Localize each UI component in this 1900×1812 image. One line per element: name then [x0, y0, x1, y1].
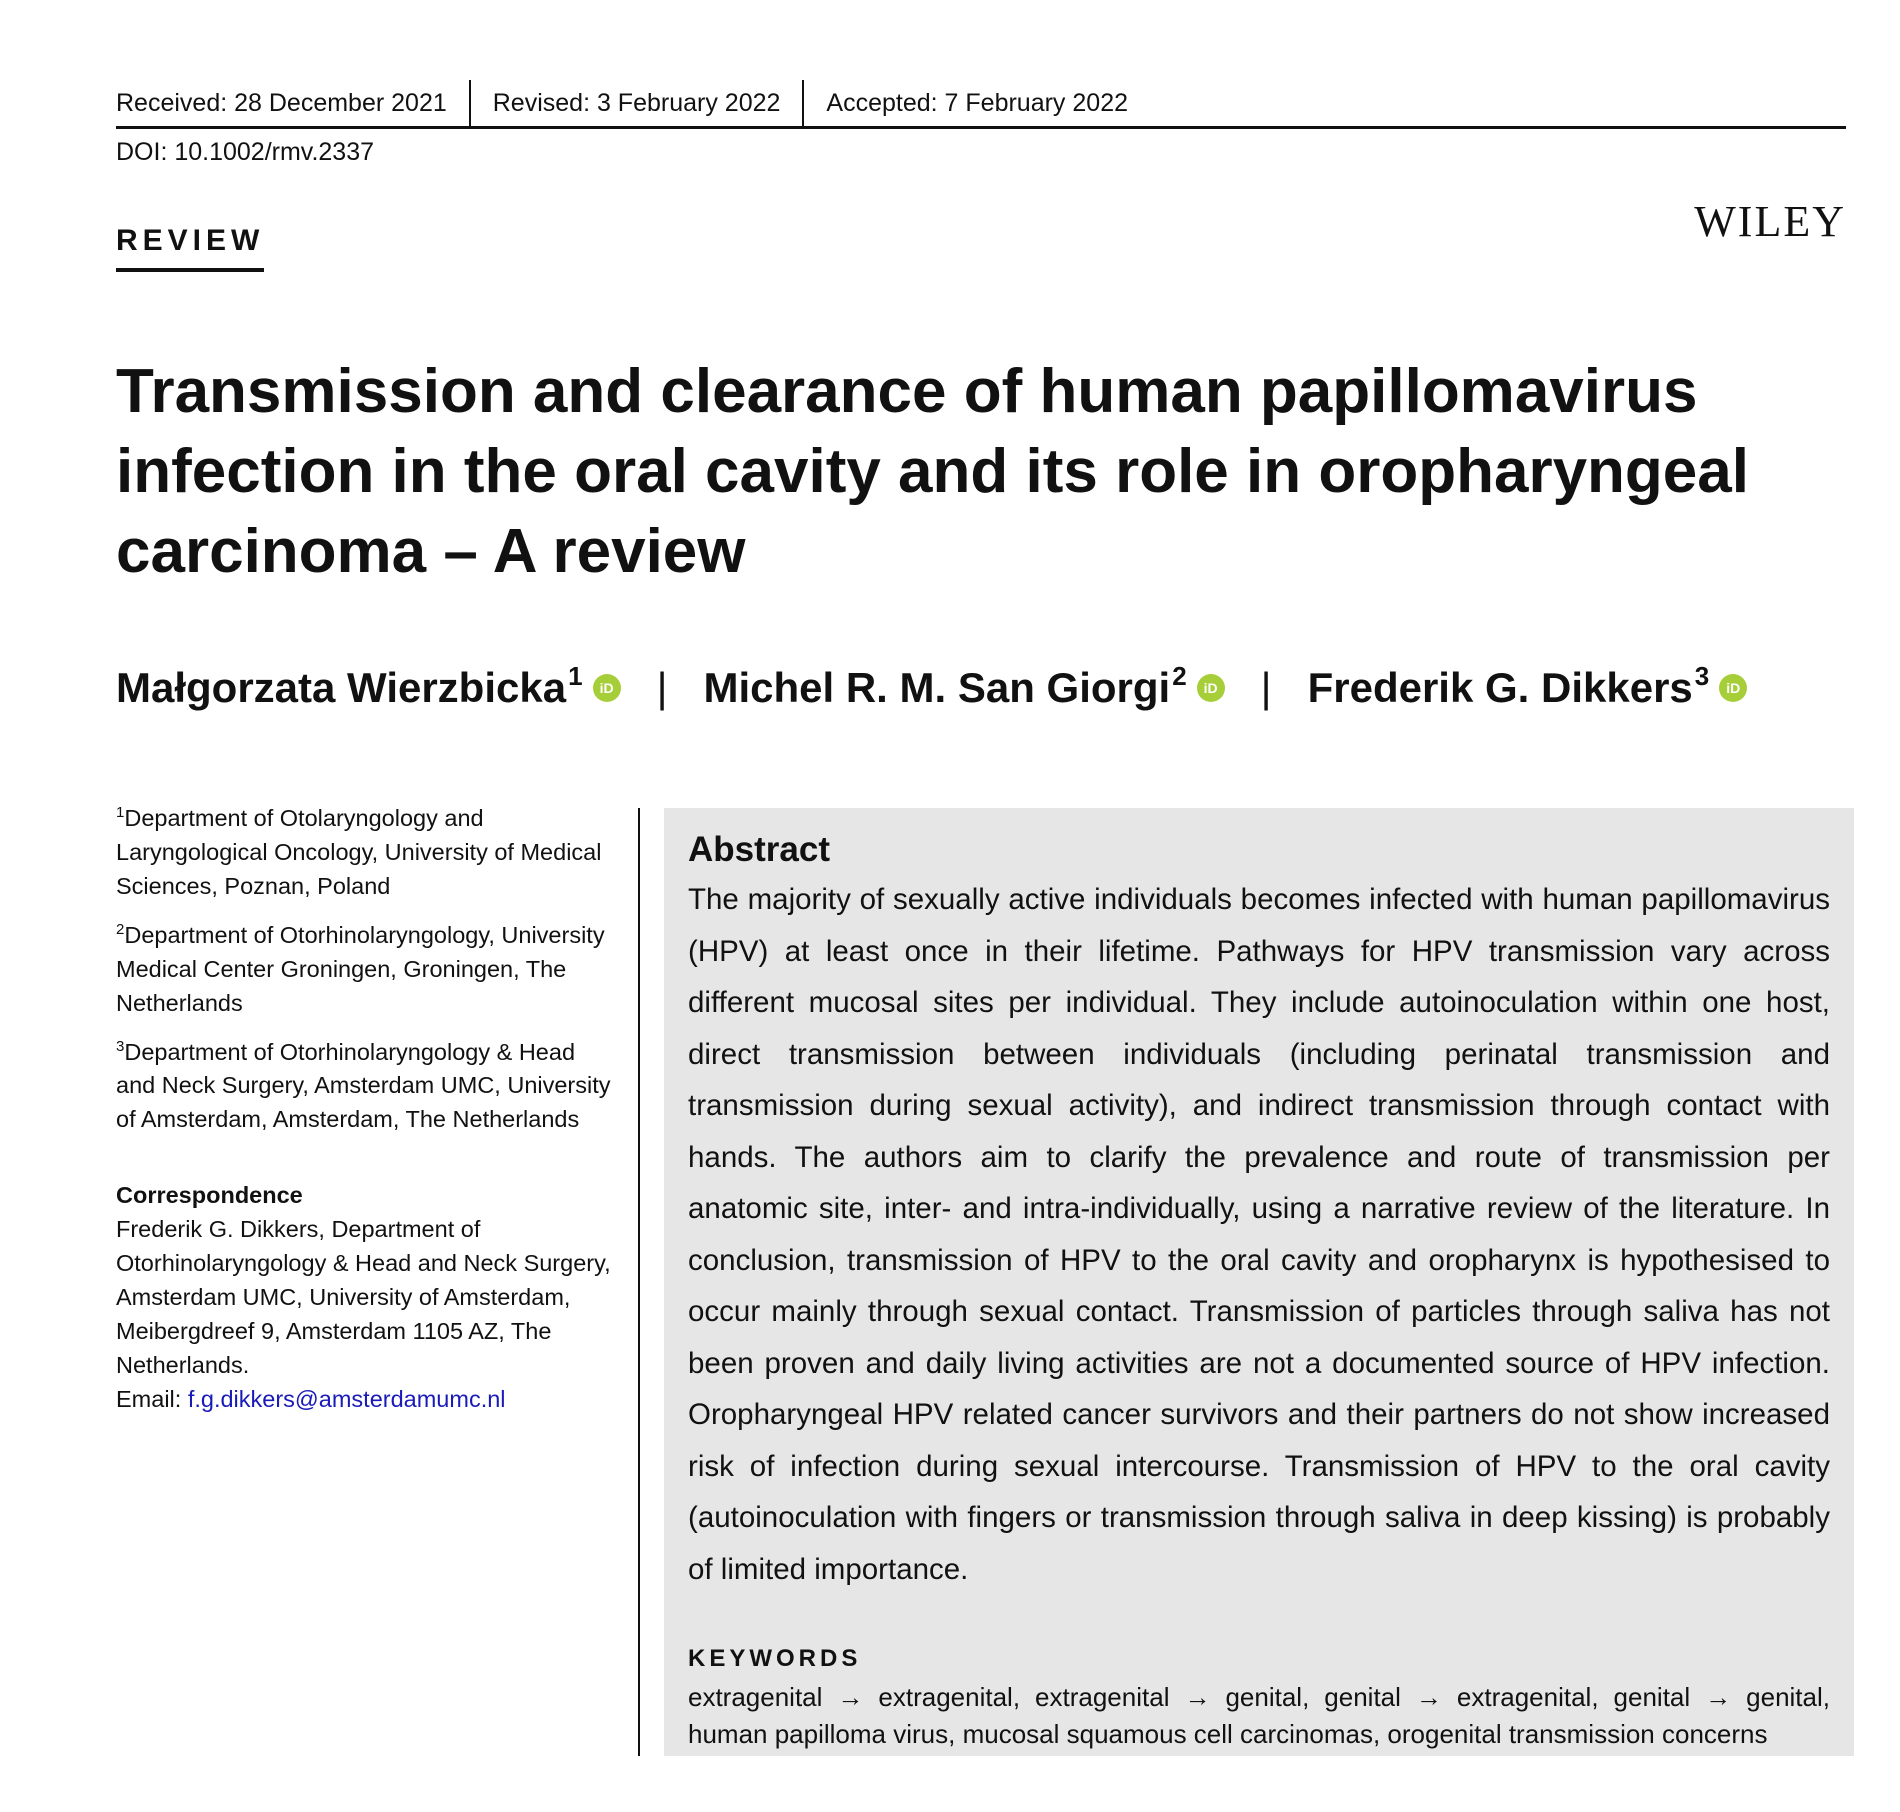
author-name: Frederik G. Dikkers	[1307, 664, 1693, 711]
correspondence-heading: Correspondence	[116, 1182, 303, 1209]
correspondence-email-line	[116, 1382, 616, 1416]
affiliations-column	[116, 796, 616, 1416]
orcid-icon[interactable]: iD	[593, 674, 621, 702]
revised-date: Revised: 3 February 2022	[492, 88, 781, 117]
author	[1307, 660, 1748, 712]
affiliation-text: Department of Otolaryngology and Laryngological Oncology, University of Medical Sciences, Poznan, Poland	[116, 804, 602, 899]
doi: DOI: 10.1002/rmv.2337	[116, 138, 375, 166]
affiliation	[116, 913, 616, 1020]
affiliation-number: 3	[116, 1037, 125, 1055]
author-affil-number: 3	[1694, 660, 1710, 691]
affiliation-number: 2	[116, 920, 125, 938]
publisher-logo: WILEY	[1694, 197, 1846, 246]
accepted-date: Accepted: 7 February 2022	[826, 88, 1128, 117]
keywords-heading: KEYWORDS	[688, 1645, 862, 1672]
orcid-icon[interactable]: iD	[1197, 674, 1225, 702]
author-name: Małgorzata Wierzbicka	[116, 664, 567, 711]
author-separator: |	[1260, 664, 1272, 711]
author	[116, 660, 621, 712]
affiliation-text: Department of Otorhinolaryngology & Head and Neck Surgery, Amsterdam UMC, University of Amsterdam, Amsterdam, The Netherlands	[116, 1038, 611, 1133]
orcid-icon[interactable]: iD	[1719, 674, 1747, 702]
correspondence-text: Frederik G. Dikkers, Department of Otorhinolaryngology & Head and Neck Surgery, Amsterdam UMC, University of Amsterdam, Meibergdreef 9, Amsterdam 1105 AZ, The Netherlands.	[116, 1216, 611, 1379]
email-label: Email:	[116, 1386, 182, 1413]
abstract-box	[664, 808, 1854, 1756]
affiliation	[116, 1030, 616, 1137]
author	[703, 660, 1224, 712]
author-separator: |	[656, 664, 668, 711]
author-affil-number: 2	[1172, 660, 1187, 691]
author-list	[116, 660, 1856, 712]
affiliation	[116, 796, 616, 903]
email-link[interactable]: f.g.dikkers@amsterdamumc.nl	[187, 1386, 506, 1413]
article-title: Transmission and clearance of human papillomavirus infection in the oral cavity and its role in oropharyngeal carcinoma – A review	[116, 357, 1749, 586]
received-date: Received: 28 December 2021	[116, 88, 447, 117]
author-affil-number: 1	[568, 660, 583, 691]
abstract-text: The majority of sexually active individuals becomes infected with human papillomavirus (HPV) at least once in their lifetime. Pathways for HPV transmission vary across different mucosal sites per individual. They include autoinoculation within one host, direct transmission between individuals (including perinatal transmission and transmission during sexual activity), and indirect transmission through contact with hands. The authors aim to clarify the prevalence and route of transmission per anatomic site, inter- and intra-individually, using a narrative review of the literature. In conclusion, transmission of HPV to the oral cavity and oropharynx is hypothesised to occur mainly through sexual contact. Transmission of particles through saliva has not been proven and daily living activities are not a documented source of HPV infection. Oropharyngeal HPV related cancer survivors and their partners do not show increased risk of infection during sexual intercourse. Transmission of HPV to the oral cavity (autoinoculation with fingers or transmission through saliva in deep kissing) is probably of limited importance.	[688, 883, 1830, 1586]
article-type: REVIEW	[116, 224, 264, 272]
affiliation-text: Department of Otorhinolaryngology, University Medical Center Groningen, Groningen, The Netherlands	[116, 921, 605, 1016]
author-name: Michel R. M. San Giorgi	[703, 664, 1171, 711]
dates-header	[116, 80, 1846, 129]
abstract-heading: Abstract	[688, 830, 830, 869]
keywords-text: extragenital → extragenital, extragenital → genital, genital → extragenital, genital → genital, human papilloma virus, mucosal squamous cell carcinomas, orogenital transmission concerns	[688, 1682, 1830, 1749]
affiliation-number: 1	[116, 804, 125, 821]
column-divider	[638, 808, 640, 1756]
